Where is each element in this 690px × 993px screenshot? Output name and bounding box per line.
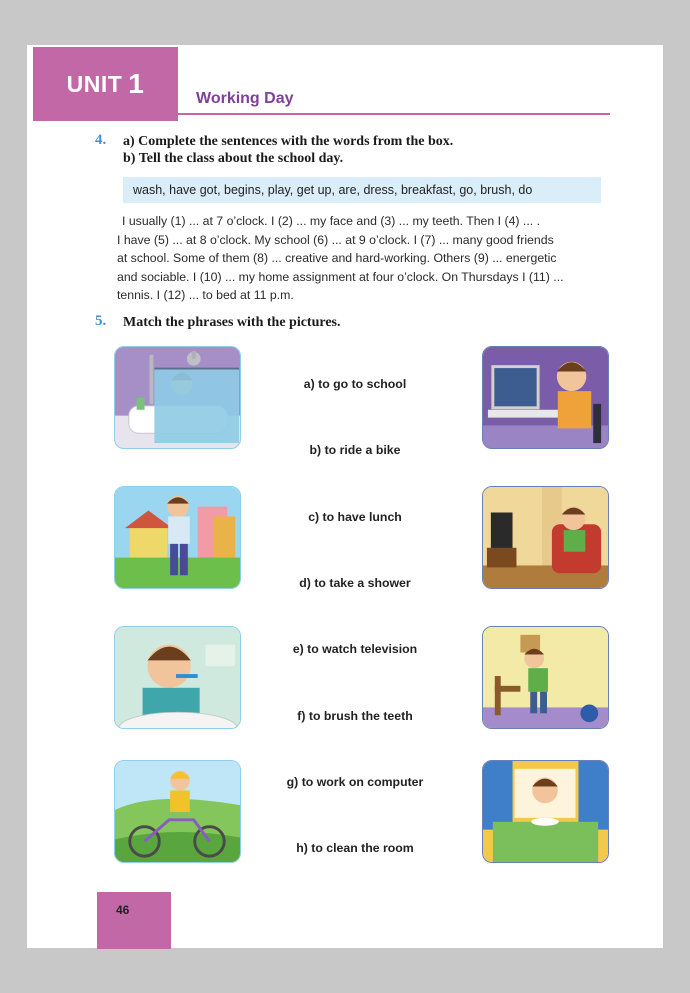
word-box bbox=[123, 177, 601, 203]
computer-picture bbox=[482, 346, 609, 449]
exercise-4-paragraph bbox=[117, 212, 610, 305]
brushing-teeth-picture bbox=[114, 626, 241, 729]
unit-banner bbox=[33, 47, 178, 121]
exercise-5-instruction: Match the phrases with the pictures. bbox=[123, 315, 341, 330]
lunch-picture bbox=[482, 760, 609, 863]
page-number-tab bbox=[97, 892, 171, 949]
phrase-f: f) to brush the teeth bbox=[297, 709, 413, 723]
paragraph-line: I usually (1) ... at 7 o’clock. I (2) ... my face and (3) ... my teeth. Then I (4) ... . bbox=[122, 214, 541, 228]
phrase-a: a) to go to school bbox=[303, 377, 407, 391]
unit-label: UNIT bbox=[66, 70, 123, 97]
paragraph-line: I have (5) ... at 8 o’clock. My school (6) ... at 9 o’clock. I (7) ... many good friends bbox=[117, 232, 554, 247]
unit-number: 1 bbox=[128, 68, 145, 99]
phrase-b: b) to ride a bike bbox=[309, 443, 401, 457]
paragraph-line: and sociable. I (10) ... my home assignment at four o’clock. On Thursdays I (11) ... bbox=[117, 269, 564, 284]
phrase-g: g) to work on computer bbox=[286, 775, 424, 789]
word-box-text: wash, have got, begins, play, get up, are, dress, breakfast, go, brush, do bbox=[133, 183, 533, 197]
phrase-h: h) to clean the room bbox=[296, 841, 414, 855]
paragraph-line: tennis. I (12) ... to bed at 11 p.m. bbox=[117, 288, 294, 303]
cleaning-picture bbox=[482, 626, 609, 729]
bike-riding-picture bbox=[114, 760, 241, 863]
exercise-4-instruction-a: a) Complete the sentences with the words from the box. bbox=[123, 134, 454, 149]
shower-picture bbox=[114, 346, 241, 449]
tv-watching-picture bbox=[482, 486, 609, 589]
paragraph-line: at school. Some of them (8) ... creative and hard-working. Others (9) ... energetic bbox=[117, 251, 557, 266]
phrase-c: c) to have lunch bbox=[308, 510, 402, 524]
phrase-e: e) to watch television bbox=[292, 642, 418, 656]
phrase-d: d) to take a shower bbox=[299, 576, 411, 590]
exercise-4-instruction-b: b) Tell the class about the school day. bbox=[123, 151, 344, 166]
exercise-5-number: 5. bbox=[95, 313, 107, 329]
header-divider bbox=[178, 113, 610, 115]
page-number: 46 bbox=[116, 903, 130, 917]
unit-title: Working Day bbox=[196, 90, 294, 107]
exercise-4-number: 4. bbox=[95, 132, 107, 148]
school-walk-picture bbox=[114, 486, 241, 589]
